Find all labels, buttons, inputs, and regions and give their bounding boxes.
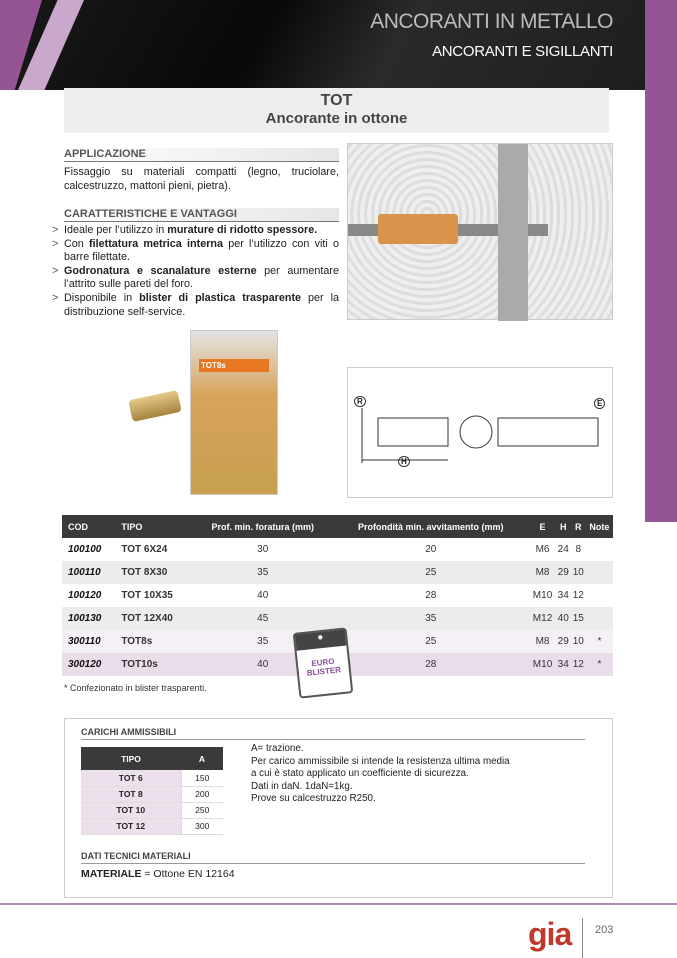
anchor-photo bbox=[128, 390, 181, 422]
table-row bbox=[62, 538, 613, 561]
feature-bold: Godronatura e scanalature esterne bbox=[64, 264, 257, 277]
footer-divider bbox=[0, 903, 677, 905]
table-cell bbox=[586, 584, 613, 607]
caratteristiche-section bbox=[52, 208, 339, 319]
table-cell: M8 bbox=[529, 630, 555, 653]
table-cell: 28 bbox=[425, 590, 437, 601]
table-cell: 12 bbox=[572, 590, 584, 601]
technical-box bbox=[64, 718, 613, 898]
material-line bbox=[81, 868, 235, 880]
load-value: 200 bbox=[181, 786, 223, 802]
feature-bold: blister di plastica trasparente bbox=[139, 291, 302, 304]
table-cell: 29 bbox=[556, 561, 571, 584]
table-cell: TOT 6X24 bbox=[121, 544, 168, 555]
column-header: Prof. min. foratura (mm) bbox=[193, 515, 332, 538]
table-cell: 10 bbox=[571, 630, 586, 653]
label-r: R bbox=[354, 396, 366, 407]
table-cell: * bbox=[586, 630, 613, 653]
table-cell: 12 bbox=[571, 653, 586, 676]
pack-label: TOT8s bbox=[199, 359, 269, 372]
label-e: E bbox=[594, 398, 605, 409]
product-subtitle: Ancorante in ottone bbox=[265, 110, 408, 127]
feature-item bbox=[52, 224, 339, 238]
table-footnote: * Confezionato in blister trasparenti. bbox=[64, 683, 207, 693]
table-cell: TOT 8X30 bbox=[115, 561, 193, 584]
table-cell: 45 bbox=[193, 607, 332, 630]
pipe bbox=[498, 144, 528, 321]
feature-bold: filettatura metrica interna bbox=[89, 237, 224, 250]
table-cell: TOT8s bbox=[115, 630, 193, 653]
load-value: 250 bbox=[181, 802, 223, 818]
col-a: A bbox=[181, 747, 223, 770]
material-label: MATERIALE bbox=[81, 868, 142, 880]
feature-item bbox=[52, 292, 339, 319]
table-cell: 100100 bbox=[68, 544, 102, 555]
col-tipo: TIPO bbox=[81, 747, 181, 770]
table-cell: TOT 10X35 bbox=[121, 590, 173, 601]
feature-item bbox=[52, 265, 339, 292]
applicazione-text: Fissaggio su materiali compatti (legno, truciolare, calcestruzzo, mattoni pieni, pietra). bbox=[64, 166, 339, 192]
feature-text: Con bbox=[64, 237, 90, 250]
table-cell: 40 bbox=[257, 590, 269, 601]
table-cell: 40 bbox=[556, 607, 571, 630]
badge-label: EURO BLISTER bbox=[306, 656, 342, 678]
column-header: R bbox=[571, 515, 586, 538]
anchor-icon bbox=[378, 214, 458, 244]
table-cell: 24 bbox=[557, 544, 569, 555]
table-cell: 300110 bbox=[62, 630, 115, 653]
feature-list bbox=[52, 224, 339, 319]
table-cell: 29 bbox=[556, 630, 571, 653]
column-header: TIPO bbox=[115, 515, 193, 538]
subcategory-title: ANCORANTI E SIGILLANTI bbox=[432, 43, 613, 60]
load-row bbox=[81, 786, 223, 802]
product-name: TOT bbox=[320, 92, 353, 109]
load-value: 300 bbox=[181, 818, 223, 834]
feature-text: per la distribuzione self-service. bbox=[64, 291, 339, 318]
table-cell: 35 bbox=[193, 561, 332, 584]
material-value: = Ottone EN 12164 bbox=[141, 868, 235, 880]
table-cell: 10 bbox=[571, 561, 586, 584]
footer-separator bbox=[582, 918, 583, 958]
table-row bbox=[62, 561, 613, 584]
table-cell: 15 bbox=[571, 607, 586, 630]
load-notes bbox=[251, 743, 510, 806]
table-cell: 100130 bbox=[62, 607, 115, 630]
table-cell: 25 bbox=[332, 630, 529, 653]
feature-text: per l’utilizzo con viti o barre filettate. bbox=[64, 237, 340, 264]
table-cell bbox=[586, 607, 613, 630]
feature-bold: murature di ridotto spessore. bbox=[167, 224, 318, 236]
table-cell: 30 bbox=[257, 544, 269, 555]
table-cell: 28 bbox=[332, 653, 529, 676]
table-row bbox=[62, 607, 613, 630]
euro-blister-badge bbox=[293, 627, 354, 698]
table-cell: M12 bbox=[529, 607, 555, 630]
note-line: A= trazione. bbox=[251, 743, 304, 754]
table-cell: 40 bbox=[193, 653, 332, 676]
load-row bbox=[81, 818, 223, 834]
column-header: H bbox=[556, 515, 571, 538]
table-cell: M10 bbox=[532, 590, 553, 601]
load-row bbox=[81, 802, 223, 818]
table-cell: 34 bbox=[556, 653, 571, 676]
table-row bbox=[62, 584, 613, 607]
technical-diagram bbox=[347, 367, 613, 498]
hanger-hole-icon: ● bbox=[295, 630, 346, 651]
table-cell bbox=[586, 561, 613, 584]
table-cell: M10 bbox=[529, 653, 555, 676]
column-header: Profondità min. avvitamento (mm) bbox=[332, 515, 529, 538]
column-header: E bbox=[529, 515, 555, 538]
load-row bbox=[81, 770, 223, 786]
installation-photo bbox=[347, 143, 613, 320]
anchor-drawing bbox=[348, 368, 614, 499]
table-cell: 25 bbox=[332, 561, 529, 584]
table-cell: TOT 12X40 bbox=[115, 607, 193, 630]
gia-logo: gia bbox=[528, 916, 572, 952]
table-cell bbox=[586, 538, 613, 561]
product-title-box bbox=[64, 88, 609, 133]
table-cell: 20 bbox=[425, 544, 437, 555]
note-line: Prove su calcestruzzo R250. bbox=[251, 793, 376, 804]
table-cell: 35 bbox=[193, 630, 332, 653]
load-type: TOT 10 bbox=[81, 802, 181, 818]
carichi-heading: CARICHI AMMISSIBILI bbox=[81, 727, 585, 740]
table-cell: M8 bbox=[529, 561, 555, 584]
category-title: ANCORANTI IN METALLO bbox=[370, 10, 613, 33]
load-type: TOT 8 bbox=[81, 786, 181, 802]
table-cell: 8 bbox=[575, 544, 582, 555]
table-cell: 100120 bbox=[68, 590, 102, 601]
feature-text: per aumentare l’attrito sulle pareti del foro. bbox=[64, 264, 339, 291]
table-cell: M6 bbox=[535, 544, 550, 555]
applicazione-section bbox=[64, 148, 339, 193]
feature-text: Ideale per l’utilizzo in bbox=[64, 224, 168, 236]
load-type: TOT 12 bbox=[81, 818, 181, 834]
note-line: a cui è stato applicato un coefficiente di sicurezza. bbox=[251, 768, 469, 779]
table-cell: 35 bbox=[332, 607, 529, 630]
dati-heading: DATI TECNICI MATERIALI bbox=[81, 851, 585, 864]
column-header: Note bbox=[586, 515, 613, 538]
feature-item bbox=[52, 238, 339, 265]
load-table bbox=[81, 747, 223, 835]
note-line: Dati in daN. 1daN=1kg. bbox=[251, 780, 353, 792]
page-number: 203 bbox=[595, 924, 614, 936]
column-header: COD bbox=[62, 515, 115, 538]
table-cell: 34 bbox=[557, 590, 569, 601]
feature-text: Disponibile in bbox=[64, 291, 140, 304]
table-cell: 100110 bbox=[62, 561, 115, 584]
label-h: H bbox=[398, 456, 410, 467]
blister-pack-photo bbox=[190, 330, 278, 495]
load-type: TOT 6 bbox=[81, 770, 181, 786]
table-cell: 300120 bbox=[62, 653, 115, 676]
load-value: 150 bbox=[181, 770, 223, 786]
right-accent bbox=[645, 0, 677, 522]
table-cell: TOT10s bbox=[115, 653, 193, 676]
table-cell: * bbox=[586, 653, 613, 676]
note-line: Per carico ammissibile si intende la resistenza ultima media bbox=[251, 755, 510, 767]
section-heading: CARATTERISTICHE E VANTAGGI bbox=[64, 208, 339, 222]
section-heading: APPLICAZIONE bbox=[64, 148, 339, 162]
